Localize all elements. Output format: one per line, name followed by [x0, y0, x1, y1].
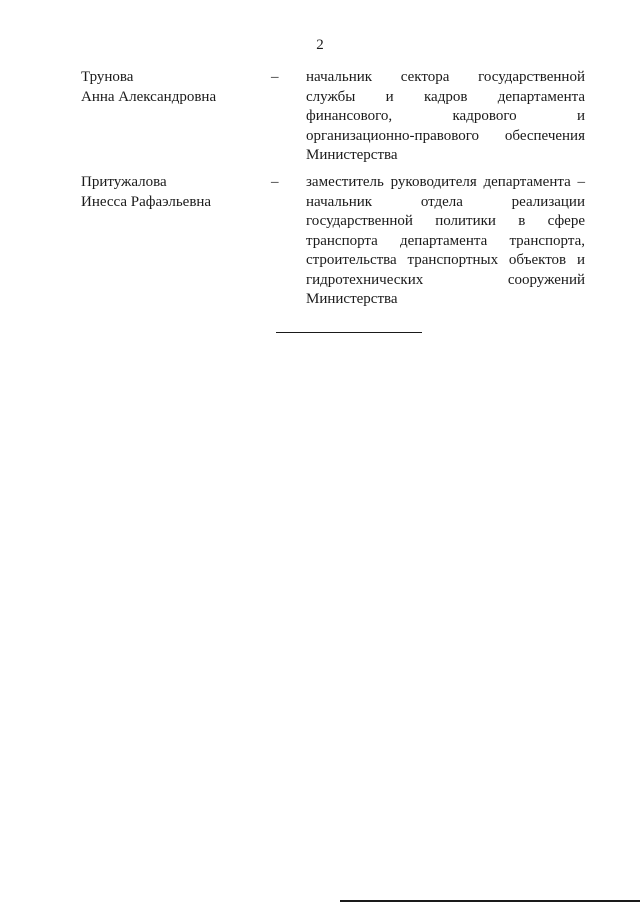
position-line: Министерства [306, 147, 398, 163]
position-line: государственной политики в сфере [306, 213, 585, 229]
page-number: 2 [316, 37, 324, 53]
position-line: начальник отдела реализации [306, 193, 585, 210]
given-name: Инесса Рафаэльевна [81, 193, 212, 210]
position-description [306, 68, 585, 166]
surname: Трунова [81, 69, 134, 85]
end-separator-line [276, 332, 422, 333]
position-line: службы и кадров департамента [306, 88, 585, 105]
given-name: Анна Александровна [81, 88, 217, 105]
dash-separator: – [271, 174, 279, 190]
position-line: заместитель руководителя департамента – [306, 174, 585, 190]
dash-separator: – [271, 69, 279, 85]
position-line: транспорта департамента транспорта, [306, 232, 585, 249]
position-line: организационно-правового обеспечения [306, 127, 585, 144]
position-line: строительства транспортных объектов и [306, 252, 585, 268]
person-name [81, 173, 261, 212]
bottom-edge-line [340, 900, 640, 902]
position-line: начальник сектора государственной [306, 69, 585, 85]
person-name [81, 68, 261, 107]
position-line: Министерства [306, 291, 398, 307]
position-line: гидротехнических сооружений [306, 271, 585, 288]
surname: Притужалова [81, 174, 167, 190]
position-description [306, 173, 585, 310]
position-line: финансового, кадрового и [306, 108, 585, 124]
